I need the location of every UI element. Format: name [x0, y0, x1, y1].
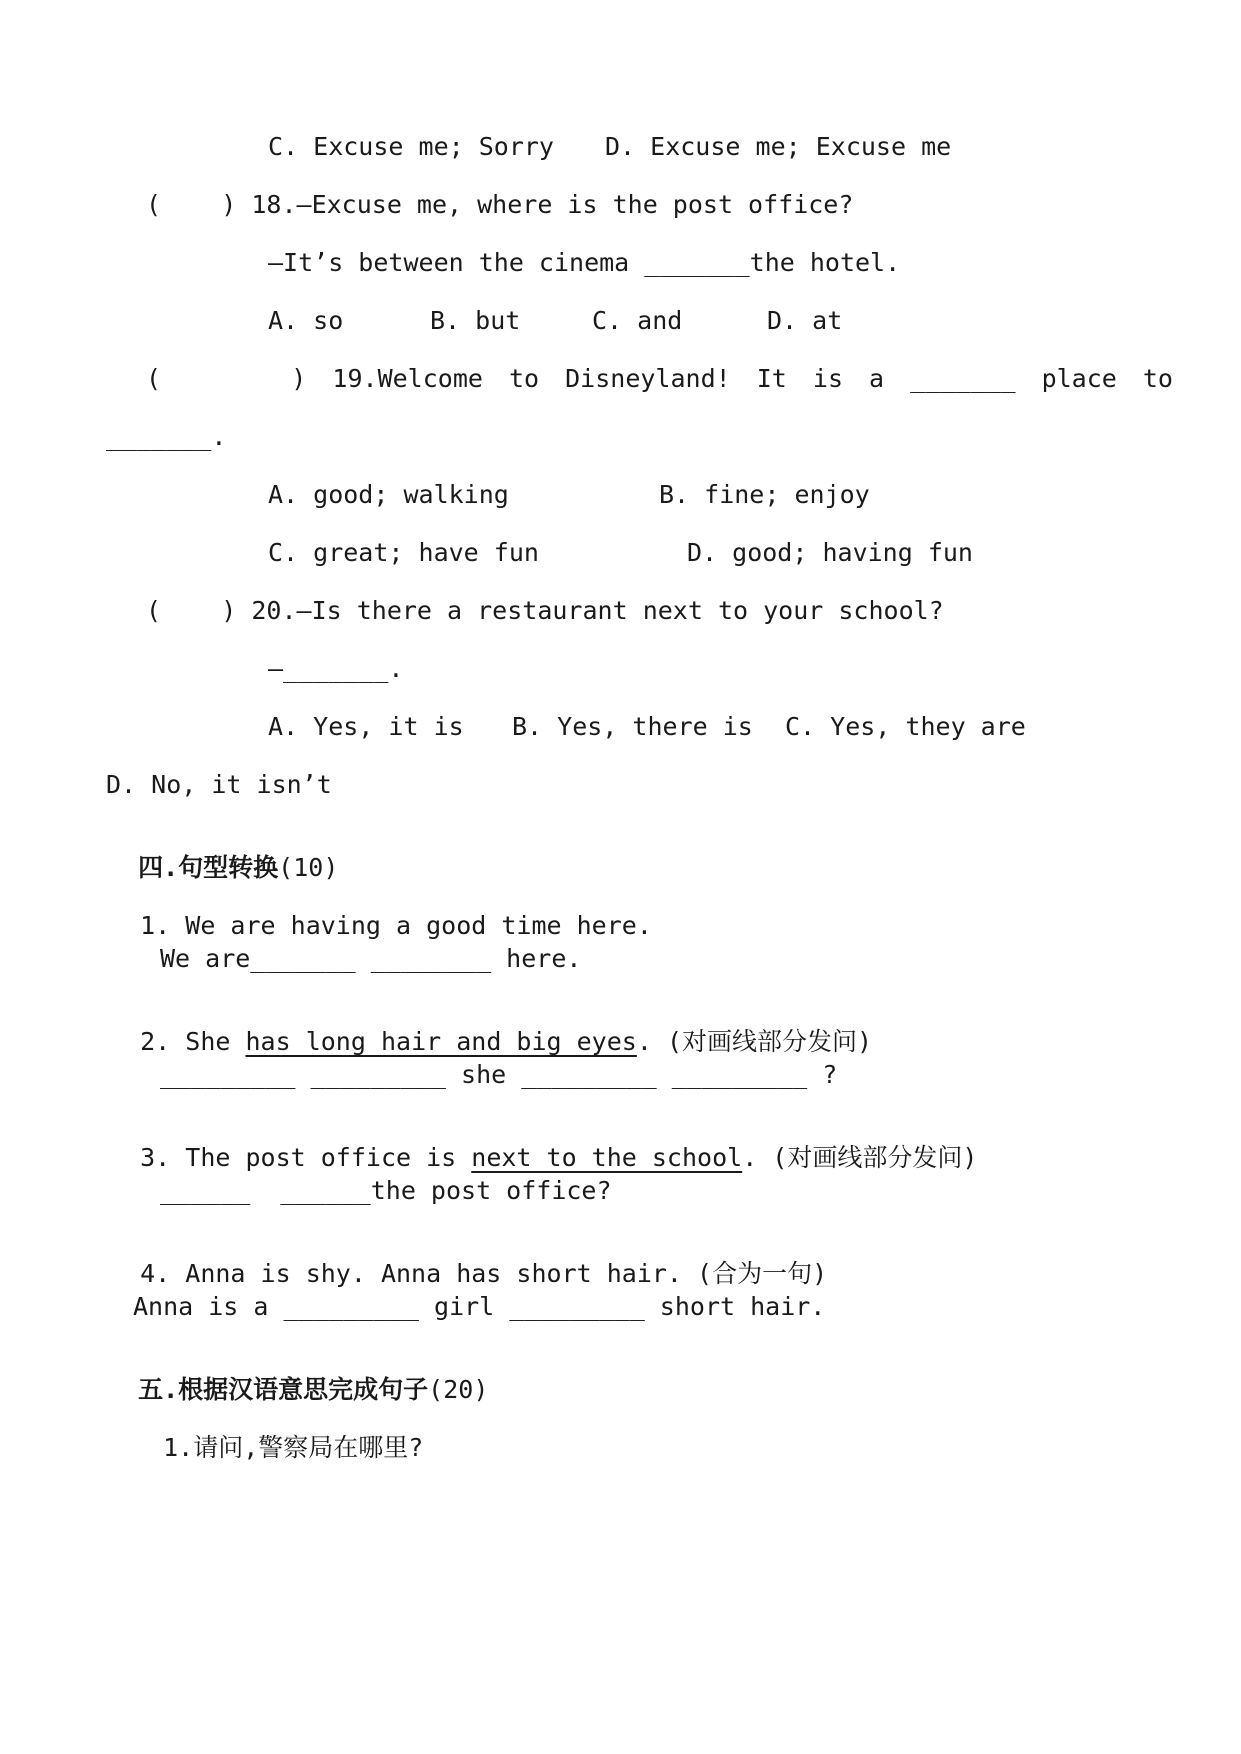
q20-option-d: D. No, it isn’t — [106, 770, 332, 799]
q18-option-c: C. and — [592, 306, 683, 335]
item-prompt: Anna is shy. Anna has short hair. (合为一句) — [185, 1259, 828, 1288]
q18-stem: ( ) 18.—Excuse me, where is the post office? — [146, 190, 854, 219]
q17-option-d: D. Excuse me; Excuse me — [605, 132, 952, 161]
item-number: 3. — [140, 1143, 171, 1172]
section4-item-2 — [110, 1004, 872, 1054]
section5-item-1 — [133, 1410, 423, 1460]
section4-item-2-answer: _________ _________ she _________ _________ ? — [160, 1060, 838, 1089]
q20-option-b: B. Yes, there is — [512, 712, 753, 741]
section4-item-1-answer: We are_______ ________ here. — [160, 944, 582, 973]
q19-continuation: _______. — [106, 422, 227, 451]
q18-option-a: A. so — [268, 306, 344, 335]
item-prompt-pre: The post office is — [185, 1143, 472, 1172]
section4-item-3-answer: ______ ______the post office? — [160, 1176, 612, 1205]
q19-option-d: D. good; having fun — [687, 538, 973, 567]
item-prompt: We are having a good time here. — [185, 911, 652, 940]
item-prompt-underlined: next to the school — [471, 1143, 743, 1172]
q20-stem: ( ) 20.—Is there a restaurant next to your school? — [146, 596, 944, 625]
item-prompt-pre: She — [185, 1027, 246, 1056]
item-prompt-underlined: has long hair and big eyes — [245, 1027, 637, 1056]
q18-option-d: D. at — [767, 306, 843, 335]
section4-title: 四.句型转换 — [138, 853, 279, 882]
section4-item-4-answer: Anna is a _________ girl _________ short hair. — [133, 1292, 826, 1321]
q19-option-a: A. good; walking — [268, 480, 509, 509]
q19-stem: ( ) 19.Welcome to Disneyland! It is a _______ place to — [146, 364, 1173, 393]
section4-item-3 — [110, 1120, 977, 1170]
q20-answer-line: —_______. — [268, 654, 404, 683]
section4-score: (10) — [278, 853, 339, 882]
section4-heading — [108, 830, 338, 880]
q18-answer-line: —It’s between the cinema _______the hotel. — [268, 248, 901, 277]
q20-option-c: C. Yes, they are — [785, 712, 1026, 741]
section5-title: 五.根据汉语意思完成句子 — [138, 1375, 429, 1404]
item-prompt-post: . (对画线部分发问) — [636, 1027, 873, 1056]
item-number: 2. — [140, 1027, 171, 1056]
section4-item-4 — [110, 1236, 827, 1286]
q19-option-b: B. fine; enjoy — [659, 480, 870, 509]
item-number: 4. — [140, 1259, 171, 1288]
item-prompt: 请问,警察局在哪里? — [193, 1433, 424, 1462]
section5-score: (20) — [428, 1375, 489, 1404]
q19-option-c: C. great; have fun — [268, 538, 539, 567]
section4-item-1 — [110, 888, 652, 938]
item-number: 1. — [163, 1433, 194, 1462]
item-prompt-post: . (对画线部分发问) — [742, 1143, 978, 1172]
q18-option-b: B. but — [430, 306, 521, 335]
q17-option-c: C. Excuse me; Sorry — [268, 132, 554, 161]
q20-option-a: A. Yes, it is — [268, 712, 464, 741]
item-number: 1. — [140, 911, 171, 940]
section5-heading — [108, 1352, 488, 1402]
